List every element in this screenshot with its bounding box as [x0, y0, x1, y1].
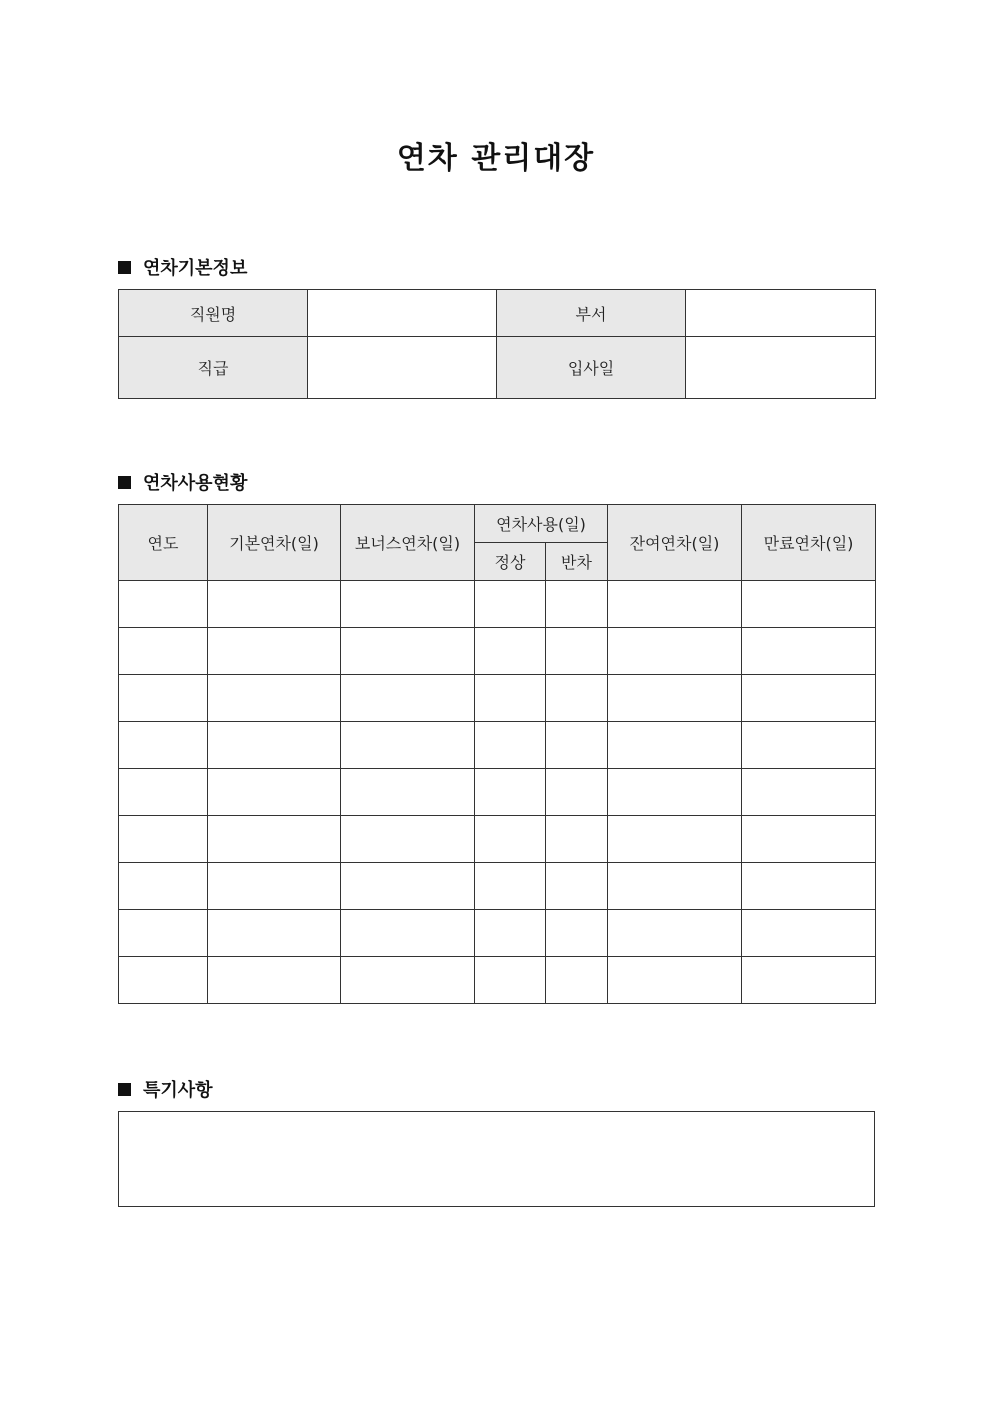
- header-year: 연도: [119, 505, 208, 581]
- section-heading-usage: [118, 469, 247, 495]
- used-half-cell[interactable]: [546, 863, 608, 910]
- basic-leave-cell[interactable]: [208, 628, 341, 675]
- section-heading-label: 연차기본정보: [143, 258, 248, 279]
- bonus-leave-cell[interactable]: [341, 816, 475, 863]
- basic-leave-cell[interactable]: [208, 769, 341, 816]
- position-field[interactable]: [308, 337, 497, 399]
- year-cell[interactable]: [119, 628, 208, 675]
- used-normal-cell[interactable]: [475, 581, 546, 628]
- basic-info-table: [118, 289, 876, 399]
- remaining-leave-cell[interactable]: [608, 863, 742, 910]
- used-half-cell[interactable]: [546, 957, 608, 1004]
- bonus-leave-cell[interactable]: [341, 957, 475, 1004]
- table-row: [119, 581, 876, 628]
- used-half-cell[interactable]: [546, 910, 608, 957]
- year-cell[interactable]: [119, 722, 208, 769]
- hire-date-label: 입사일: [497, 337, 686, 399]
- square-bullet-icon: [118, 261, 131, 274]
- basic-leave-cell[interactable]: [208, 581, 341, 628]
- header-bonus-leave: 보너스연차(일): [341, 505, 475, 581]
- used-normal-cell[interactable]: [475, 628, 546, 675]
- bonus-leave-cell[interactable]: [341, 722, 475, 769]
- year-cell[interactable]: [119, 957, 208, 1004]
- header-used-normal: 정상: [475, 543, 546, 581]
- header-expired-leave: 만료연차(일): [742, 505, 876, 581]
- used-half-cell[interactable]: [546, 628, 608, 675]
- header-remaining-leave: 잔여연차(일): [608, 505, 742, 581]
- square-bullet-icon: [118, 476, 131, 489]
- section-heading-label: 특기사항: [143, 1080, 213, 1101]
- expired-leave-cell[interactable]: [742, 769, 876, 816]
- year-cell[interactable]: [119, 910, 208, 957]
- remaining-leave-cell[interactable]: [608, 628, 742, 675]
- header-basic-leave: 기본연차(일): [208, 505, 341, 581]
- expired-leave-cell[interactable]: [742, 816, 876, 863]
- year-cell[interactable]: [119, 769, 208, 816]
- employee-name-field[interactable]: [308, 290, 497, 337]
- year-cell[interactable]: [119, 675, 208, 722]
- expired-leave-cell[interactable]: [742, 863, 876, 910]
- basic-leave-cell[interactable]: [208, 816, 341, 863]
- expired-leave-cell[interactable]: [742, 957, 876, 1004]
- expired-leave-cell[interactable]: [742, 628, 876, 675]
- hire-date-field[interactable]: [686, 337, 876, 399]
- year-cell[interactable]: [119, 816, 208, 863]
- remaining-leave-cell[interactable]: [608, 675, 742, 722]
- year-cell[interactable]: [119, 863, 208, 910]
- table-row: [119, 957, 876, 1004]
- table-row: [119, 722, 876, 769]
- section-heading-basic-info: [118, 254, 247, 280]
- table-row: [119, 628, 876, 675]
- bonus-leave-cell[interactable]: [341, 863, 475, 910]
- bonus-leave-cell[interactable]: [341, 628, 475, 675]
- basic-leave-cell[interactable]: [208, 863, 341, 910]
- basic-leave-cell[interactable]: [208, 957, 341, 1004]
- remaining-leave-cell[interactable]: [608, 581, 742, 628]
- usage-table: [118, 504, 876, 1004]
- basic-leave-cell[interactable]: [208, 722, 341, 769]
- bonus-leave-cell[interactable]: [341, 675, 475, 722]
- used-half-cell[interactable]: [546, 675, 608, 722]
- used-normal-cell[interactable]: [475, 816, 546, 863]
- square-bullet-icon: [118, 1083, 131, 1096]
- basic-leave-cell[interactable]: [208, 675, 341, 722]
- table-row: [119, 816, 876, 863]
- bonus-leave-cell[interactable]: [341, 581, 475, 628]
- bonus-leave-cell[interactable]: [341, 769, 475, 816]
- used-normal-cell[interactable]: [475, 863, 546, 910]
- remaining-leave-cell[interactable]: [608, 910, 742, 957]
- year-cell[interactable]: [119, 581, 208, 628]
- section-heading-notes: [118, 1076, 213, 1102]
- bonus-leave-cell[interactable]: [341, 910, 475, 957]
- notes-field[interactable]: [118, 1111, 875, 1207]
- header-used-half: 반차: [546, 543, 608, 581]
- used-normal-cell[interactable]: [475, 675, 546, 722]
- table-row: [119, 769, 876, 816]
- page-title: 연차 관리대장: [396, 141, 596, 176]
- remaining-leave-cell[interactable]: [608, 957, 742, 1004]
- used-normal-cell[interactable]: [475, 769, 546, 816]
- basic-leave-cell[interactable]: [208, 910, 341, 957]
- remaining-leave-cell[interactable]: [608, 769, 742, 816]
- employee-name-label: 직원명: [119, 290, 308, 337]
- used-half-cell[interactable]: [546, 581, 608, 628]
- expired-leave-cell[interactable]: [742, 722, 876, 769]
- table-row: [119, 675, 876, 722]
- remaining-leave-cell[interactable]: [608, 722, 742, 769]
- used-half-cell[interactable]: [546, 769, 608, 816]
- table-row: [119, 863, 876, 910]
- expired-leave-cell[interactable]: [742, 910, 876, 957]
- used-half-cell[interactable]: [546, 722, 608, 769]
- department-field[interactable]: [686, 290, 876, 337]
- section-heading-label: 연차사용현황: [143, 473, 248, 494]
- header-leave-used: 연차사용(일): [475, 505, 608, 543]
- used-normal-cell[interactable]: [475, 957, 546, 1004]
- department-label: 부서: [497, 290, 686, 337]
- position-label: 직급: [119, 337, 308, 399]
- expired-leave-cell[interactable]: [742, 581, 876, 628]
- expired-leave-cell[interactable]: [742, 675, 876, 722]
- remaining-leave-cell[interactable]: [608, 816, 742, 863]
- table-row: [119, 910, 876, 957]
- used-half-cell[interactable]: [546, 816, 608, 863]
- used-normal-cell[interactable]: [475, 910, 546, 957]
- used-normal-cell[interactable]: [475, 722, 546, 769]
